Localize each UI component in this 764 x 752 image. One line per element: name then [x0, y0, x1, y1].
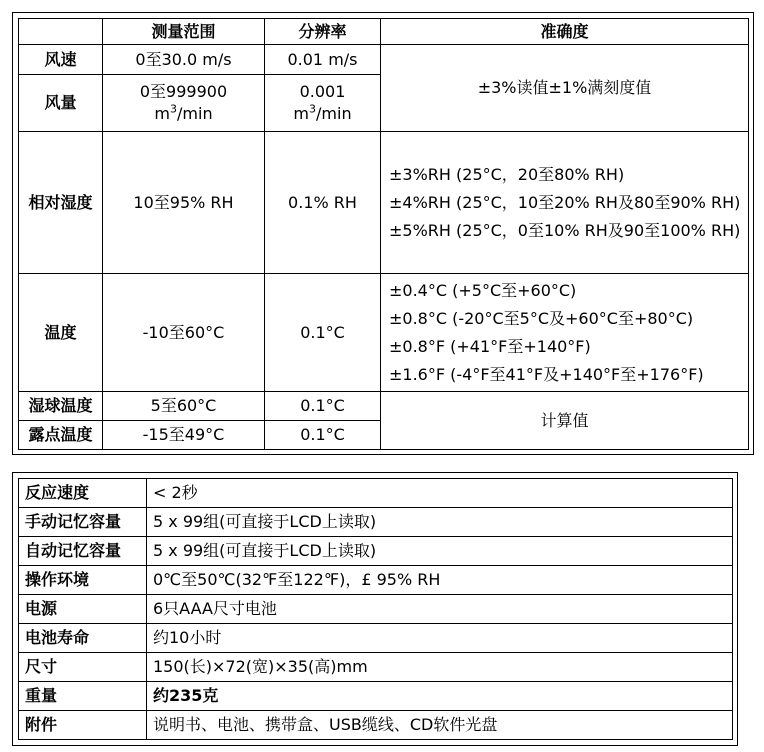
- humidity-accuracy-line: ±5%RH (25°C，0至10% RH及90至100% RH): [389, 220, 741, 240]
- general-value: 约235克: [147, 682, 733, 711]
- general-value: 说明书、电池、携带盒、USB缆线、CD软件光盘: [147, 711, 733, 740]
- row-label-temperature: 温度: [19, 274, 103, 392]
- row-label-wind-speed: 风速: [19, 45, 103, 75]
- general-value: 150(长)×72(宽)×35(高)mm: [147, 653, 733, 682]
- table-row: [19, 508, 733, 537]
- table-row: [19, 682, 733, 711]
- table-row: [19, 537, 733, 566]
- wet-bulb-resolution: 0.1°C: [265, 392, 381, 421]
- general-label: 手动记忆容量: [19, 508, 147, 537]
- wind-speed-resolution: 0.01 m/s: [265, 45, 381, 75]
- humidity-range: 10至95% RH: [103, 132, 265, 274]
- general-label: 附件: [19, 711, 147, 740]
- table-row: [19, 624, 733, 653]
- general-value: 5 x 99组(可直接于LCD上读取): [147, 537, 733, 566]
- row-label-dew-point: 露点温度: [19, 421, 103, 450]
- measurement-specs-table: [18, 18, 749, 450]
- general-label: 电池寿命: [19, 624, 147, 653]
- air-flow-resolution: [265, 75, 381, 132]
- general-specs-table: [18, 478, 733, 740]
- general-value: 约10小时: [147, 624, 733, 653]
- header-resolution: 分辨率: [265, 19, 381, 45]
- table-row: [19, 595, 733, 624]
- row-label-wet-bulb: 湿球温度: [19, 392, 103, 421]
- airflow-accuracy: ±3%读值±1%满刻度值: [381, 45, 749, 132]
- table-row: [19, 653, 733, 682]
- air-flow-range: [103, 75, 265, 132]
- general-label: 重量: [19, 682, 147, 711]
- wind-speed-range: 0至30.0 m/s: [103, 45, 265, 75]
- humidity-accuracy: [381, 132, 749, 274]
- temperature-accuracy-line: ±0.8°F (+41°F至+140°F): [389, 336, 591, 356]
- general-label: 电源: [19, 595, 147, 624]
- temperature-resolution: 0.1°C: [265, 274, 381, 392]
- temperature-accuracy: [381, 274, 749, 392]
- dew-point-resolution: 0.1°C: [265, 421, 381, 450]
- general-value: 0℃至50℃(32℉至122℉)，£ 95% RH: [147, 566, 733, 595]
- table-row: [19, 566, 733, 595]
- temperature-accuracy-line: ±1.6°F (-4°F至41°F及+140°F至+176°F): [389, 364, 704, 384]
- dew-point-range: -15至49°C: [103, 421, 265, 450]
- header-blank: [19, 19, 103, 45]
- table-row: [19, 711, 733, 740]
- calculated-accuracy: 计算值: [381, 392, 749, 450]
- air-flow-resolution-unit: $m^3/\min$: [293, 102, 352, 123]
- air-flow-range-value: 0至999900: [139, 82, 228, 101]
- temperature-range: -10至60°C: [103, 274, 265, 392]
- header-accuracy: 准确度: [381, 19, 749, 45]
- general-label: 反应速度: [19, 479, 147, 508]
- table-row: [19, 479, 733, 508]
- humidity-resolution: 0.1% RH: [265, 132, 381, 274]
- row-label-air-flow: 风量: [19, 75, 103, 132]
- general-label: 操作环境: [19, 566, 147, 595]
- header-range: 测量范围: [103, 19, 265, 45]
- humidity-accuracy-line: ±4%RH (25°C，10至20% RH及80至90% RH): [389, 192, 741, 212]
- general-value: 5 x 99组(可直接于LCD上读取): [147, 508, 733, 537]
- air-flow-resolution-value: 0.001: [299, 82, 346, 101]
- humidity-accuracy-line: ±3%RH (25°C，20至80% RH): [389, 164, 625, 184]
- temperature-accuracy-line: ±0.4°C (+5°C至+60°C): [389, 280, 577, 300]
- general-label: 尺寸: [19, 653, 147, 682]
- row-label-humidity: 相对湿度: [19, 132, 103, 274]
- general-value: 6只AAA尺寸电池: [147, 595, 733, 624]
- general-label: 自动记忆容量: [19, 537, 147, 566]
- wet-bulb-range: 5至60°C: [103, 392, 265, 421]
- general-value: < 2秒: [147, 479, 733, 508]
- air-flow-range-unit: $m^3/\min$: [154, 102, 213, 123]
- temperature-accuracy-line: ±0.8°C (-20°C至5°C及+60°C至+80°C): [389, 308, 694, 328]
